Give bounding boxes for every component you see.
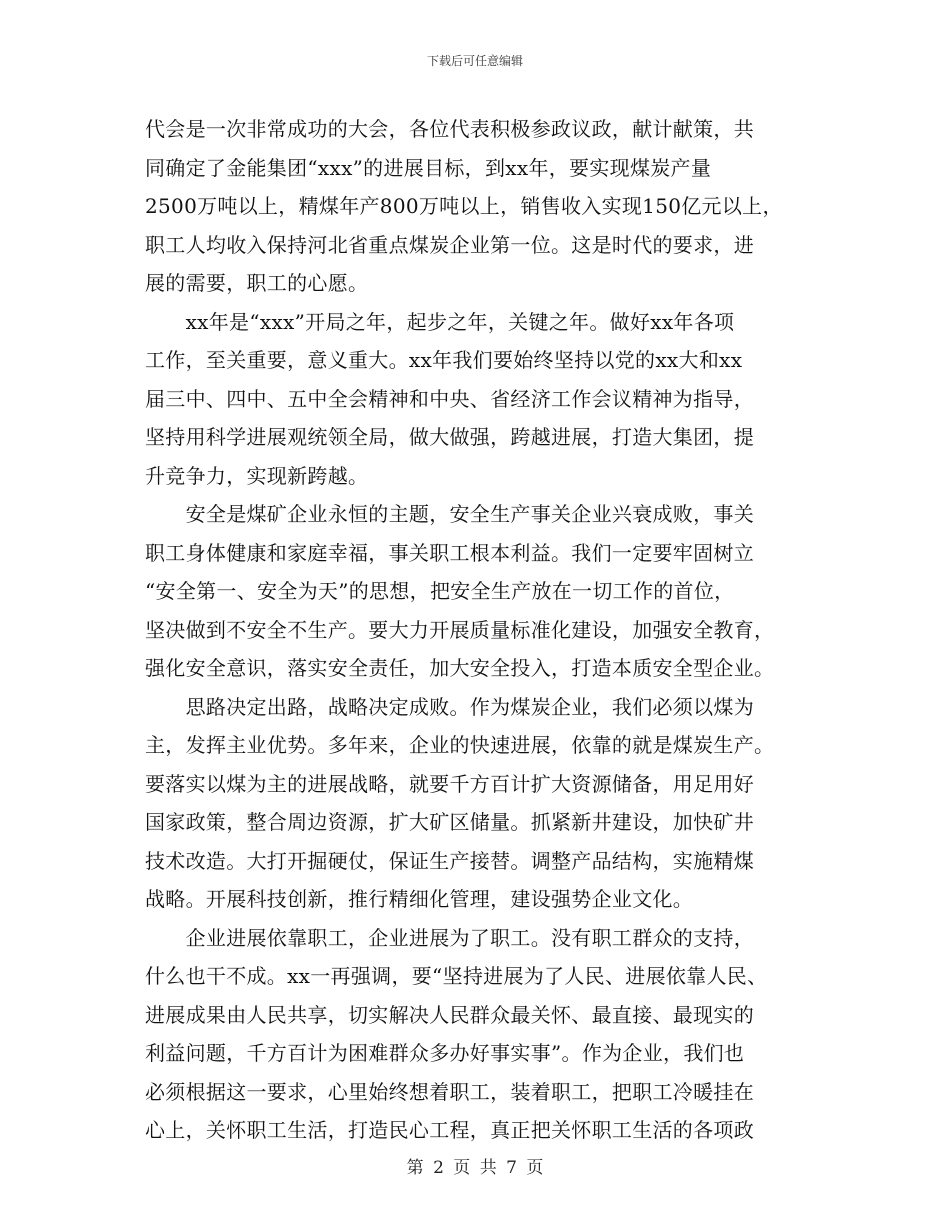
text-line: 利益问题，千方百计为困难群众多办好事实事”。作为企业，我们也	[145, 1041, 745, 1065]
text-line: 同确定了金能集团“xxx”的进展目标，到xx年，要实现煤炭产量	[145, 155, 712, 180]
text-line: 届三中、四中、五中全会精神和中央、省经济工作会议精神为指导，	[145, 386, 754, 411]
text-line: 展的需要，职工的心愿。	[145, 271, 369, 295]
text-line: 安全是煤矿企业永恒的主题，安全生产事关企业兴衰成败，事关	[145, 502, 754, 526]
text-line: 进展成果由人民共享，切实解决人民群众最关怀、最直接、最现实的	[145, 1002, 754, 1027]
text-line: 强化安全意识，落实安全责任，加大安全投入，打造本质安全型企业。	[145, 656, 775, 680]
text-line: 技术改造。大打开掘硬仗，保证生产接替。调整产品结构，实施精煤	[145, 848, 754, 873]
document-body	[145, 110, 810, 1150]
page-header-note: 下载后可任意编辑	[426, 54, 523, 68]
text-line: 职工身体健康和家庭幸福，事关职工根本利益。我们一定要牢固树立	[145, 540, 754, 565]
text-line: 代会是一次非常成功的大会，各位代表积极参政议政，献计献策，共	[145, 117, 754, 141]
text-line: 什么也干不成。xx一再强调，要“坚持进展为了人民、进展依靠人民、	[145, 964, 768, 988]
text-line: 思路决定出路，战略决定成败。作为煤炭企业，我们必须以煤为	[145, 694, 754, 719]
paragraph-5	[145, 919, 810, 1150]
text-line: 升竞争力，实现新跨越。	[145, 463, 369, 488]
text-line: 坚持用科学进展观统领全局，做大做强，跨越进展，打造大集团，提	[145, 425, 754, 449]
text-line: 主，发挥主业优势。多年来，企业的快速进展，依靠的就是煤炭生产。	[145, 733, 775, 757]
text-line: 国家政策，整合周边资源，扩大矿区储量。抓紧新井建设，加快矿井	[145, 810, 754, 834]
paragraph-4	[145, 688, 810, 919]
text-line: xx年是“xxx”开局之年，起步之年，关键之年。做好xx年各项	[145, 309, 735, 334]
text-line: 战略。开展科技创新，推行精细化管理，建设强势企业文化。	[145, 887, 694, 911]
text-line: 2500万吨以上，精煤年产800万吨以上，销售收入实现150亿元以上，	[145, 194, 783, 218]
page-number: 第 2 页 共 7 页	[406, 1158, 544, 1178]
text-line: 必须根据这一要求，心里始终想着职工，装着职工，把职工冷暖挂在	[145, 1079, 754, 1104]
text-line: “安全第一、安全为天”的思想，把安全生产放在一切工作的首位，	[145, 579, 735, 603]
paragraph-1	[145, 110, 810, 303]
text-line: 企业进展依靠职工，企业进展为了职工。没有职工群众的支持，	[145, 925, 754, 950]
text-line: 心上，关怀职工生活，打造民心工程，真正把关怀职工生活的各项政	[145, 1118, 754, 1142]
text-line: 职工人均收入保持河北省重点煤炭企业第一位。这是时代的要求，进	[145, 232, 754, 257]
text-line: 要落实以煤为主的进展战略，就要千方百计扩大资源储备，用足用好	[145, 771, 754, 796]
text-line: 坚决做到不安全不生产。要大力开展质量标准化建设，加强安全教育，	[145, 617, 775, 642]
paragraph-3	[145, 495, 810, 688]
paragraph-2	[145, 303, 810, 496]
text-line: 工作，至关重要，意义重大。xx年我们要始终坚持以党的xx大和xx	[145, 348, 743, 372]
